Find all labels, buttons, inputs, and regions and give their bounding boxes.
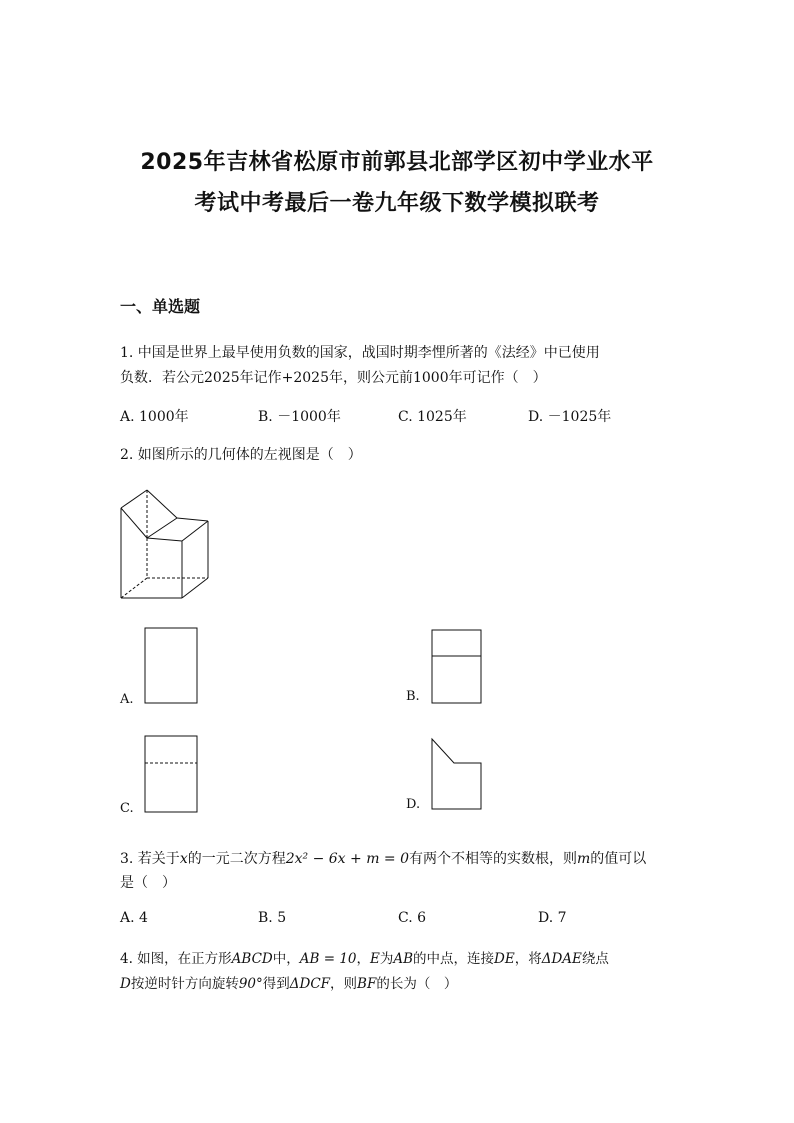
question-2-label-c: C. [120, 801, 134, 816]
question-3-option-a: A. 4 [120, 910, 148, 926]
question-4-line-2 [120, 972, 457, 992]
question-3-option-c: C. 6 [398, 910, 427, 926]
q4-text: 为 [379, 951, 394, 967]
question-1-option-b: B. －1000年 [258, 409, 341, 425]
question-3-option-d: D. 7 [538, 910, 567, 926]
question-1-line-1: 1. 中国是世界上最早使用负数的国家，战国时期李悝所著的《法经》中已使用 [120, 345, 600, 361]
question-2-label-a: A. [120, 692, 134, 707]
exam-title-line-2: 考试中考最后一卷九年级下数学模拟联考 [194, 191, 600, 216]
question-2-text: 2. 如图所示的几何体的左视图是（ ） [120, 447, 362, 463]
q4-side-length: AB = 10 [299, 951, 357, 967]
question-1-line-2: 负数．若公元2025年记作+2025年，则公元前1000年可记作（ ） [120, 370, 547, 386]
q4-text: ， [356, 951, 370, 967]
question-3-line-1 [120, 848, 646, 868]
question-1-option-a: A. 1000年 [120, 409, 189, 425]
q4-segment-de: DE [494, 951, 515, 967]
q4-triangle-dae: ΔDAE [541, 951, 582, 967]
question-1-option-c: C. 1025年 [398, 409, 467, 425]
q4-text: ，则 [330, 976, 358, 992]
q4-text: 得到 [262, 976, 290, 992]
q4-text: 中， [272, 951, 300, 967]
option-d-view [432, 739, 481, 809]
question-2-label-b: B. [406, 689, 420, 704]
q3-mid1: 的一元二次方程 [187, 851, 286, 867]
q4-segment-ab: AB [393, 951, 414, 967]
geometric-solid-figure [121, 490, 208, 598]
q4-segment-bf: BF [357, 976, 377, 992]
option-b-view [432, 630, 481, 703]
question-3-option-b: B. 5 [258, 910, 287, 926]
question-2-label-d: D. [406, 797, 421, 812]
q3-mid2: 有两个不相等的实数根，则 [409, 851, 578, 867]
q4-text: 的中点，连接 [413, 951, 495, 967]
q3-var-x: x [179, 851, 188, 867]
q3-prefix: 3. 若关于 [120, 851, 180, 867]
exam-title-line-1: 2025年吉林省松原市前郭县北部学区初中学业水平 [140, 150, 654, 175]
q4-text: 4. 如图，在正方形 [120, 951, 232, 967]
q4-text: 的长为（ ） [376, 976, 458, 992]
question-1-option-d: D. －1025年 [528, 409, 612, 425]
question-3-line-2: 是（ ） [120, 875, 176, 891]
q4-text: ，将 [514, 951, 542, 967]
question-4-line-1 [120, 947, 609, 967]
q4-text: 绕点 [581, 951, 609, 967]
section-heading: 一、单选题 [120, 297, 201, 316]
q3-equation: 2x² − 6x + m = 0 [285, 851, 410, 867]
q4-triangle-dcf: ΔDCF [289, 976, 331, 992]
q4-point-e: E [370, 951, 380, 967]
q3-suffix: 的值可以 [590, 851, 647, 867]
q4-square-name: ABCD [231, 951, 273, 967]
q4-angle: 90° [238, 976, 263, 992]
q4-text: 按逆时针方向旋转 [130, 976, 239, 992]
option-c-view [145, 736, 197, 812]
q4-point-d: D [120, 976, 131, 992]
q3-var-m: m [577, 851, 591, 867]
option-a-view [145, 628, 197, 703]
